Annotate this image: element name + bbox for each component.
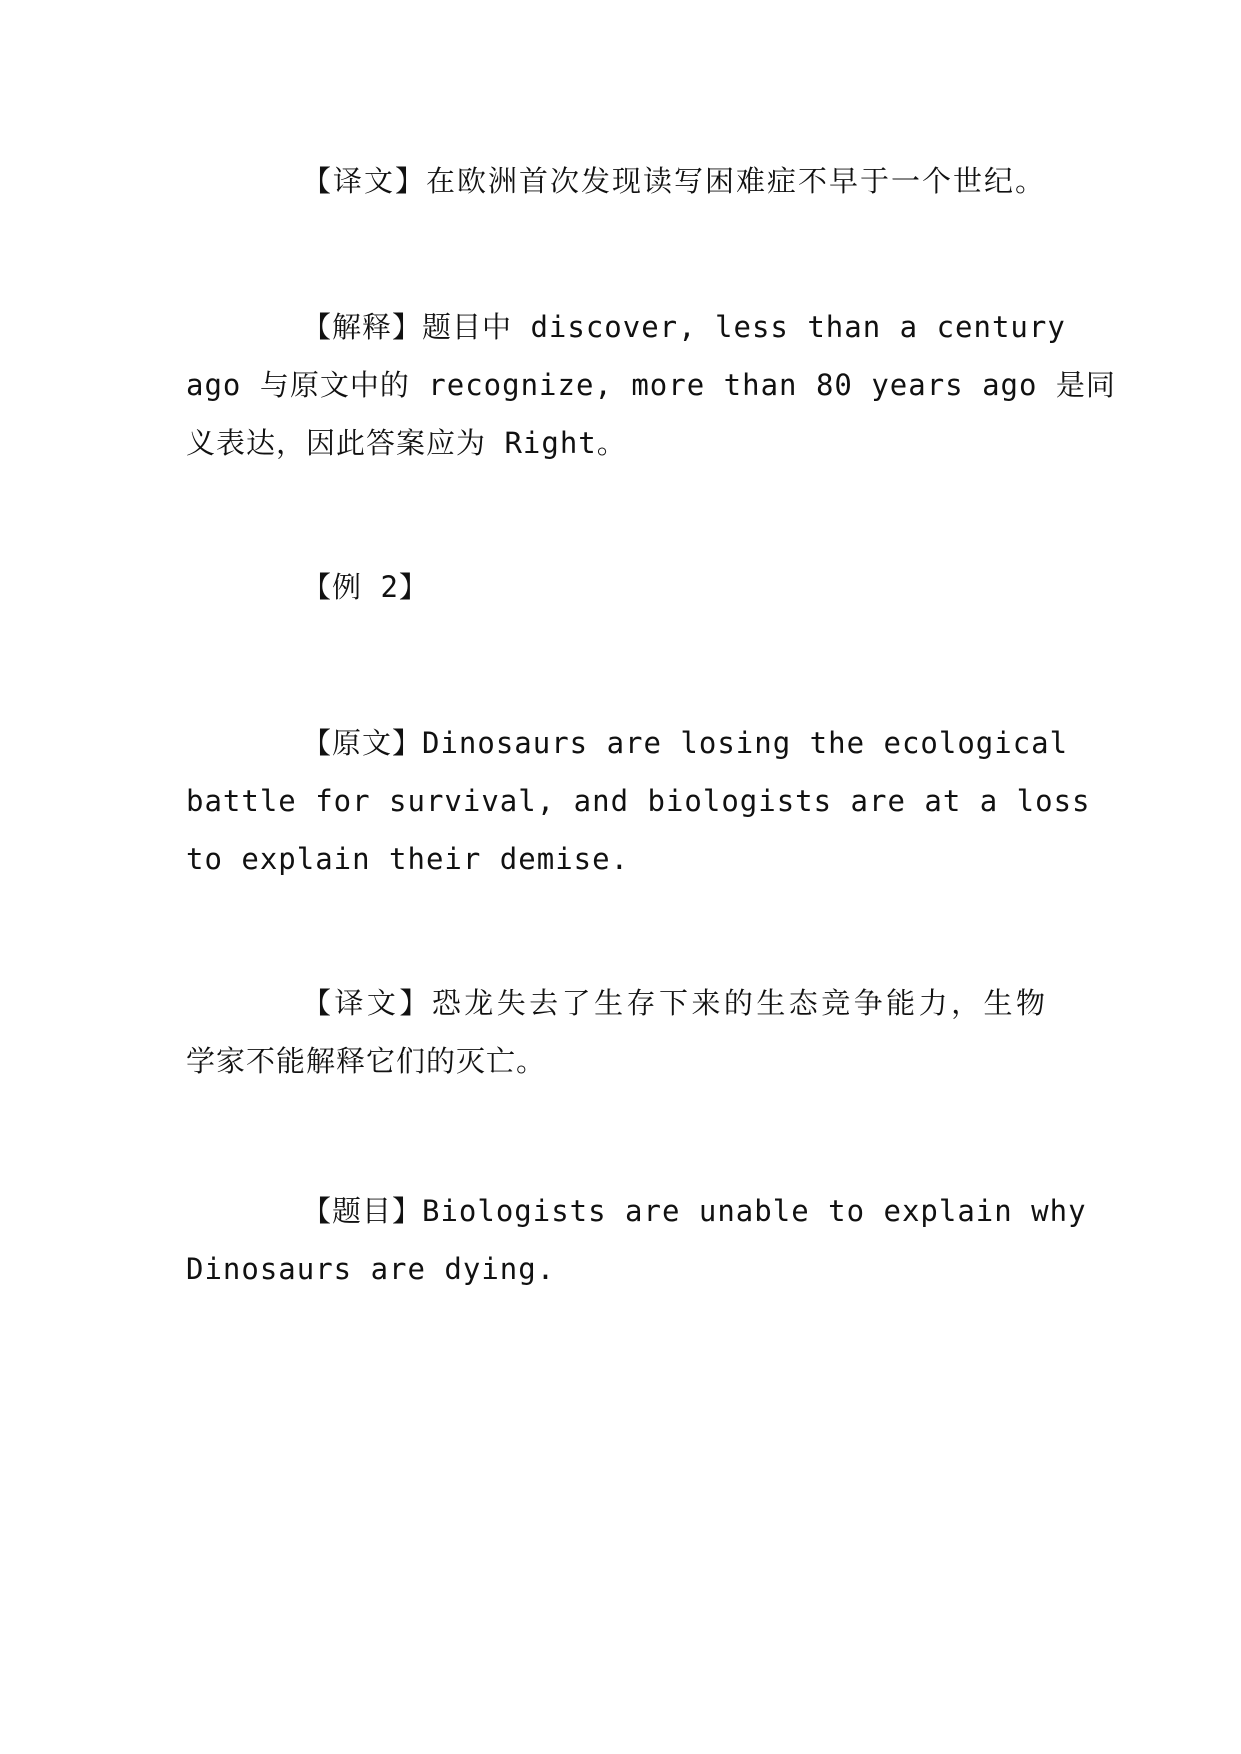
text-line: to explain their demise. [186,842,630,876]
text-line: 学家不能解释它们的灭亡。 [186,1044,547,1078]
text-line: battle for survival, and biologists are at a loss [186,784,1091,818]
text-line: Dinosaurs are dying. [186,1252,556,1286]
text-line: 【译文】在欧洲首次发现读写困难症不早于一个世纪。 [302,164,1047,198]
text-line: 【原文】Dinosaurs are losing the ecological [302,726,1069,760]
text-line: 【解释】题目中 discover, less than a century [302,310,1066,344]
translation-paragraph-2 [186,974,1046,1090]
text-line: 【例 2】 [302,570,429,604]
example-heading [186,558,1046,616]
translation-paragraph-1 [186,152,1046,210]
text-line: 【题目】Biologists are unable to explain why [302,1194,1087,1228]
text-line: ago 与原文中的 recognize, more than 80 years ago 是同 [186,368,1116,402]
question-paragraph-2 [186,1182,1087,1298]
original-paragraph-2 [186,714,1091,888]
explanation-paragraph-1 [186,298,1116,472]
text-line: 义表达，因此答案应为 Right。 [186,426,627,460]
text-line: 【译文】恐龙失去了生存下来的生态竞争能力，生物 [302,986,1046,1020]
